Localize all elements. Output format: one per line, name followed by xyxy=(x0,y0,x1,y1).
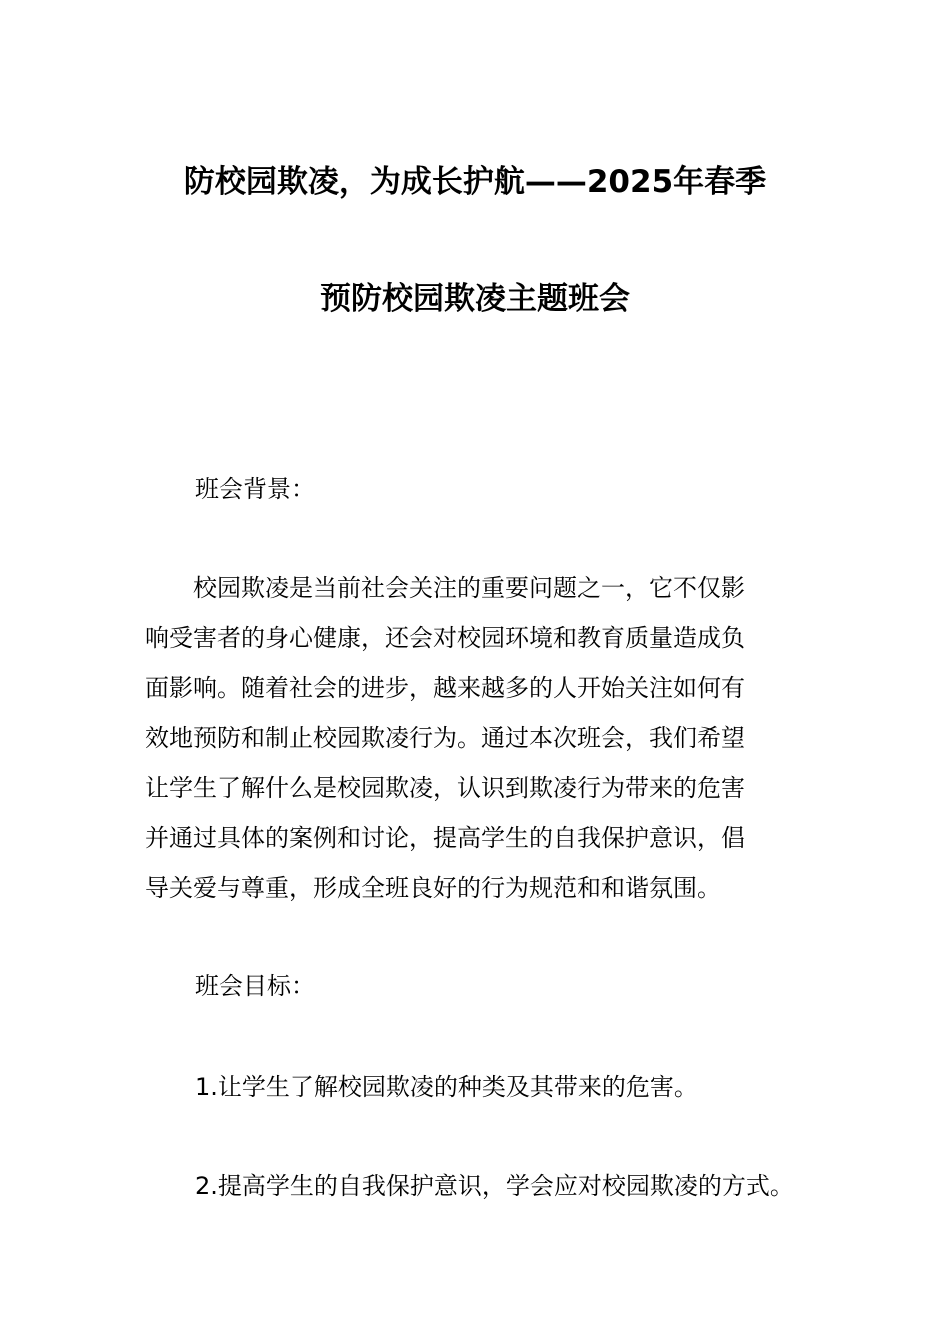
background-heading: 班会背景： xyxy=(195,475,315,503)
paragraph-line: 校园欺凌是当前社会关注的重要问题之一，它不仅影 xyxy=(145,574,745,602)
goal-item-1: 1.让学生了解校园欺凌的种类及其带来的危害。 xyxy=(195,1073,698,1101)
document-title-line-2: 预防校园欺凌主题班会 xyxy=(320,281,630,317)
background-paragraph xyxy=(145,563,810,913)
paragraph-line: 响受害者的身心健康，还会对校园环境和教育质量造成负 xyxy=(145,624,745,652)
paragraph-line: 让学生了解什么是校园欺凌，认识到欺凌行为带来的危害 xyxy=(145,774,745,802)
paragraph-line: 效地预防和制止校园欺凌行为。通过本次班会，我们希望 xyxy=(145,724,745,752)
goal-item-2: 2.提高学生的自我保护意识，学会应对校园欺凌的方式。 xyxy=(195,1172,794,1200)
paragraph-line: 并通过具体的案例和讨论，提高学生的自我保护意识，倡 xyxy=(145,824,745,852)
document-title-line-1: 防校园欺凌，为成长护航——2025年春季 xyxy=(183,164,767,200)
goals-heading: 班会目标： xyxy=(195,972,315,1000)
paragraph-line: 导关爱与尊重，形成全班良好的行为规范和和谐氛围。 xyxy=(145,874,721,902)
paragraph-line: 面影响。随着社会的进步，越来越多的人开始关注如何有 xyxy=(145,674,745,702)
